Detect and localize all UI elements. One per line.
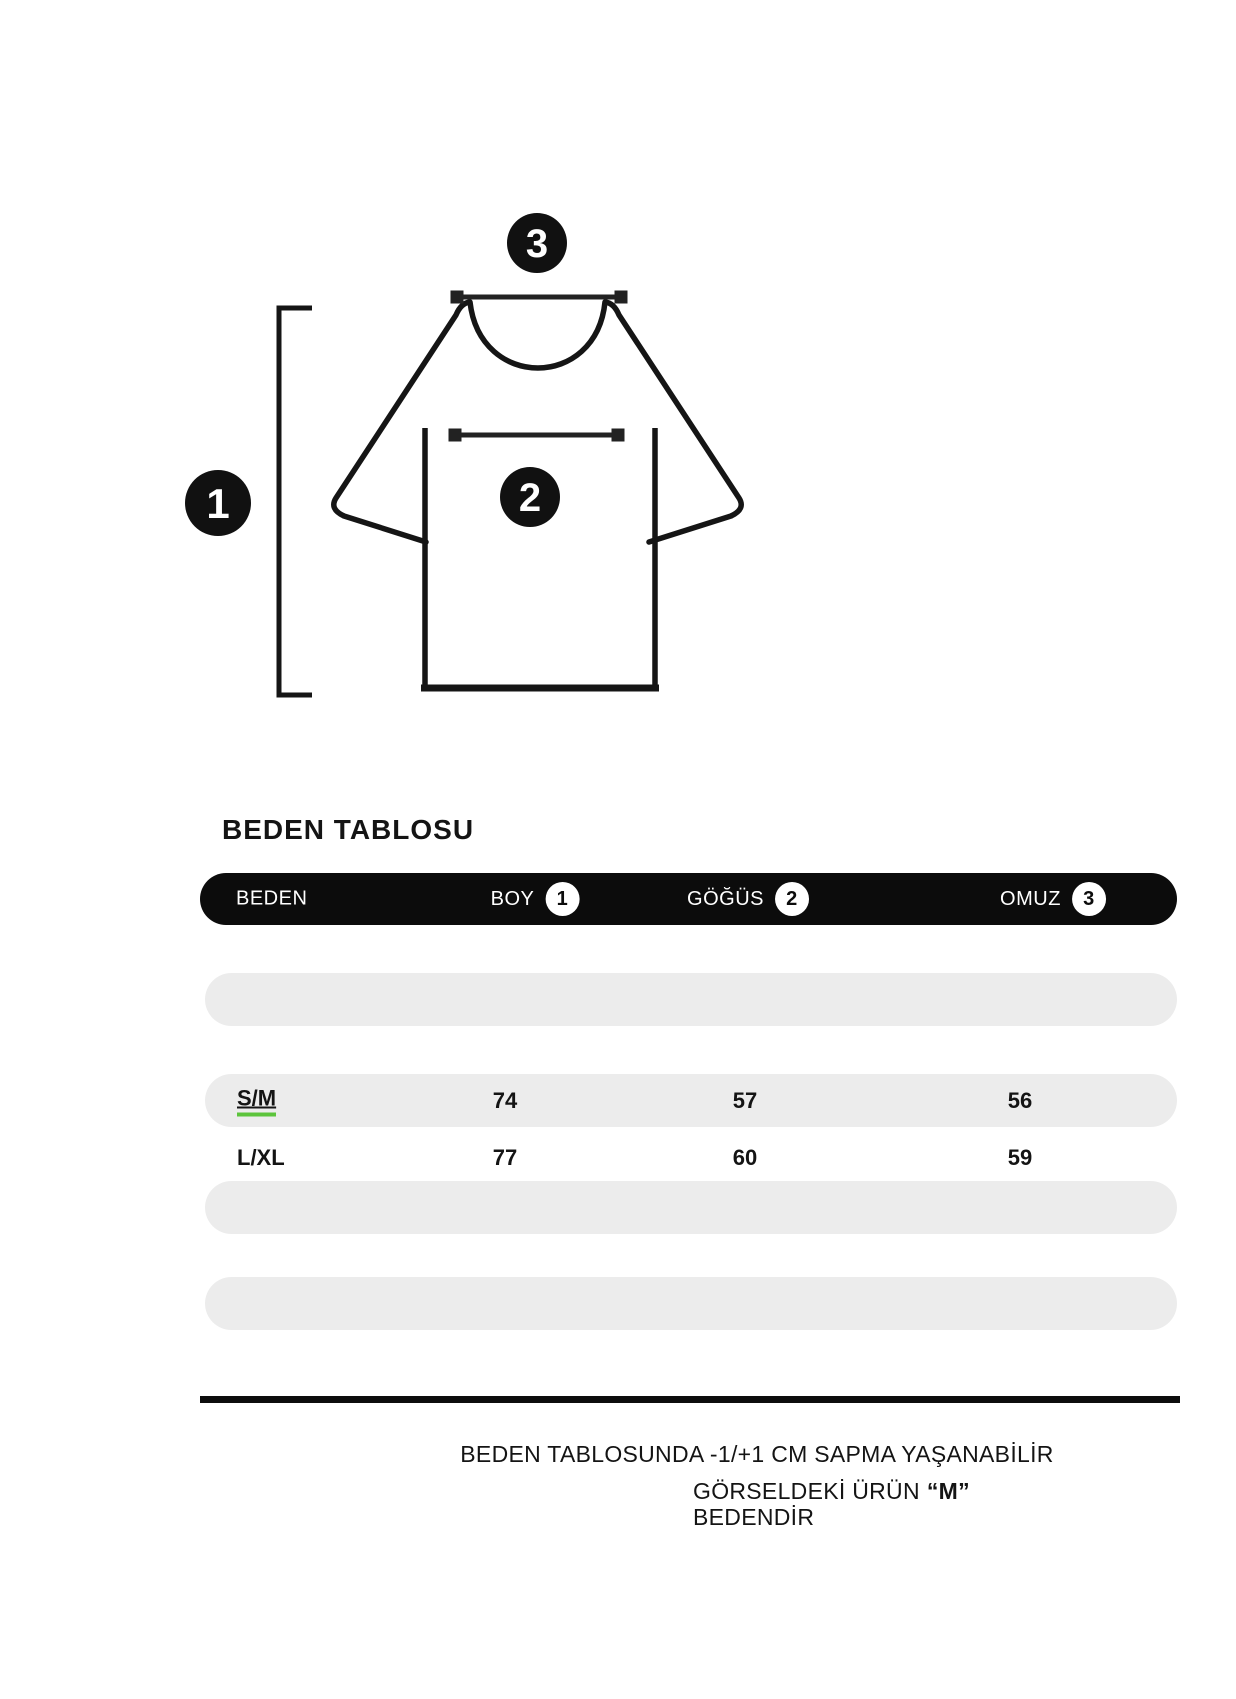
size-chart-title: BEDEN TABLOSU bbox=[222, 814, 475, 845]
selected-size-label: S/M bbox=[237, 1085, 276, 1116]
length-value: 74 bbox=[492, 1087, 518, 1113]
model-size-note bbox=[693, 1478, 970, 1505]
tshirt-measurement-diagram bbox=[0, 0, 1236, 770]
marker-2-label: 2 bbox=[518, 476, 542, 520]
model-size-note-suffix: BEDENDİR bbox=[693, 1504, 815, 1530]
marker-1-label: 1 bbox=[206, 480, 230, 527]
empty-row bbox=[205, 1277, 1177, 1330]
header-length-column bbox=[491, 882, 580, 916]
model-size-value: “M” bbox=[926, 1478, 970, 1504]
height-bracket bbox=[279, 308, 312, 695]
empty-row bbox=[205, 973, 1177, 1026]
size-row-sm bbox=[205, 1074, 1177, 1127]
left-sleeve-opening bbox=[344, 516, 426, 542]
size-cell: L/XL bbox=[237, 1145, 285, 1170]
model-size-note-text: GÖRSELDEKİ ÜRÜN bbox=[693, 1478, 920, 1504]
empty-row bbox=[205, 1181, 1177, 1234]
measure-endpoint bbox=[449, 429, 462, 442]
right-sleeve-opening bbox=[649, 516, 731, 542]
measure-endpoint bbox=[615, 291, 628, 304]
tolerance-note: BEDEN TABLOSUNDA -1/+1 CM SAPMA YAŞANABİLİR bbox=[460, 1441, 1054, 1467]
size-cell bbox=[237, 1085, 276, 1116]
shoulder-value: 56 bbox=[1007, 1087, 1033, 1113]
header-chest-column bbox=[687, 882, 809, 916]
chest-value: 60 bbox=[732, 1145, 758, 1170]
marker-3-label: 3 bbox=[525, 222, 549, 266]
header-length-label: BOY bbox=[490, 887, 535, 910]
shoulder-value: 59 bbox=[1007, 1145, 1033, 1170]
header-length-marker-circle: 1 bbox=[545, 882, 579, 916]
header-shoulder-marker-circle: 3 bbox=[1072, 882, 1106, 916]
footer-divider bbox=[200, 1396, 1180, 1403]
header-chest-label: GÖĞÜS bbox=[687, 887, 764, 910]
header-chest-marker-circle: 2 bbox=[775, 882, 809, 916]
header-shoulder-label: OMUZ bbox=[1000, 887, 1061, 910]
header-size-column bbox=[236, 888, 307, 911]
size-table-header bbox=[200, 873, 1177, 925]
length-value: 77 bbox=[492, 1145, 518, 1170]
header-shoulder-column bbox=[1000, 882, 1106, 916]
size-row-lxl bbox=[205, 1135, 1177, 1181]
chest-value: 57 bbox=[732, 1087, 758, 1113]
measure-endpoint bbox=[612, 429, 625, 442]
header-size-label: BEDEN bbox=[236, 887, 308, 910]
measure-endpoint bbox=[451, 291, 464, 304]
